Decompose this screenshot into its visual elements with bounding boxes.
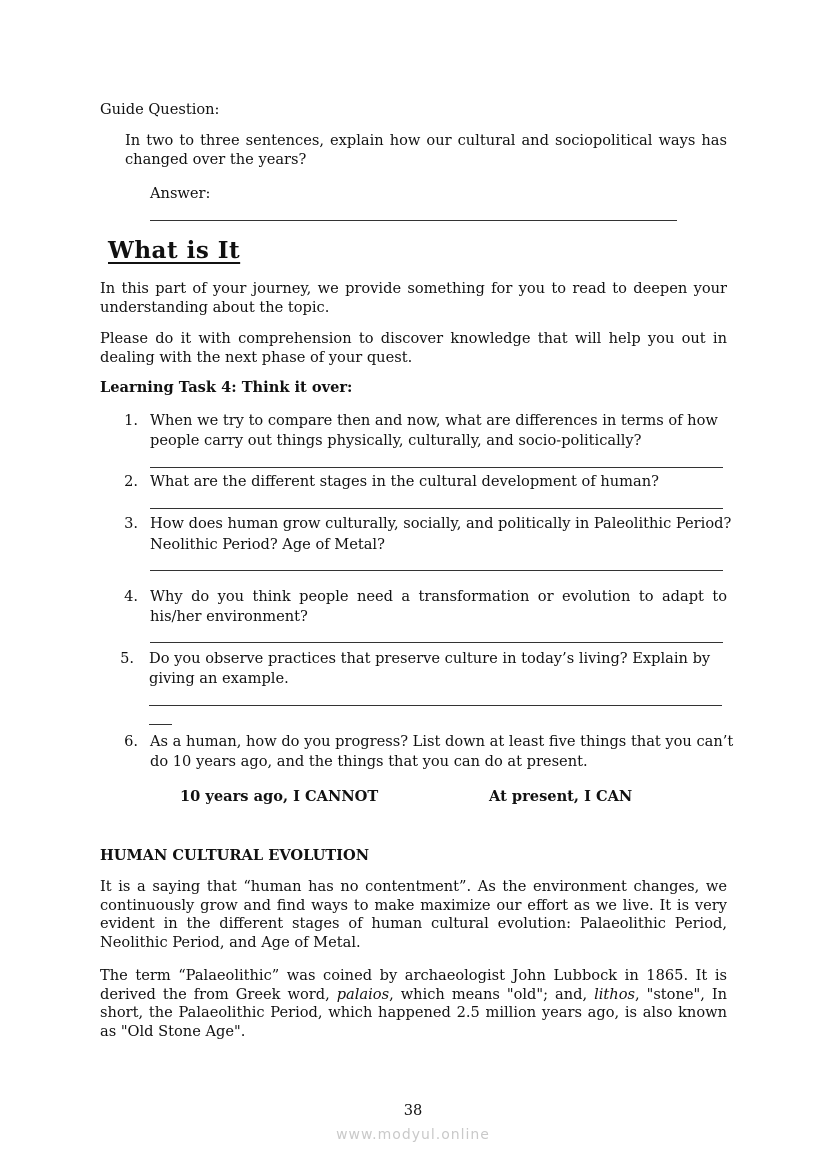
item-number: 4. bbox=[124, 588, 138, 605]
evolution-paragraph-2 bbox=[100, 967, 727, 1041]
guide-label: Guide Question: bbox=[100, 101, 220, 118]
item-text-line: What are the different stages in the cultural development of human? bbox=[150, 473, 659, 490]
answer-line[interactable] bbox=[150, 220, 677, 221]
item-text-line: giving an example. bbox=[149, 670, 289, 687]
item-number: 3. bbox=[124, 515, 138, 532]
section-title: What is It bbox=[108, 237, 241, 264]
paragraph-text: , "stone", In short, the Palaeolithic Period, which happened 2.5 million years ago, is also known as "Old Stone Age". bbox=[100, 985, 727, 1040]
intro-paragraph-2: Please do it with comprehension to discover knowledge that will help you out in dealing with the next phase of your quest. bbox=[100, 330, 727, 367]
page-number: 38 bbox=[403, 1102, 423, 1119]
item-number: 2. bbox=[124, 473, 138, 490]
evolution-paragraph-1: It is a saying that “human has no contentment”. As the environment changes, we continuously grow and find ways to make maximize our effort as we live. It is very evident in the different stages of human cultural evolution: Palaeolithic Period, Neolithic Period, and Age of Metal. bbox=[100, 878, 727, 951]
task-heading: Learning Task 4: Think it over: bbox=[100, 379, 353, 396]
intro-paragraph-1: In this part of your journey, we provide something for you to read to deepen your understanding about the topic. bbox=[100, 280, 727, 317]
evolution-heading: HUMAN CULTURAL EVOLUTION bbox=[100, 847, 370, 864]
item-number: 6. bbox=[124, 733, 138, 750]
item-text-line: do 10 years ago, and the things that you can do at present. bbox=[150, 753, 588, 770]
answer-line[interactable] bbox=[150, 642, 723, 643]
item-number: 1. bbox=[124, 412, 138, 429]
answer-line[interactable] bbox=[149, 705, 722, 706]
paragraph-text: The term “Palaeolithic” was coined by archaeologist John Lubbock in 1865. It is derived the from Greek word, bbox=[100, 967, 727, 1003]
item-number: 5. bbox=[120, 650, 134, 667]
answer-label: Answer: bbox=[150, 185, 211, 202]
item-text-line: When we try to compare then and now, what are differences in terms of how bbox=[150, 412, 718, 429]
answer-line[interactable] bbox=[150, 467, 723, 468]
item-text-line: people carry out things physically, culturally, and socio-politically? bbox=[150, 432, 642, 449]
column-header-cannot: 10 years ago, I CANNOT bbox=[180, 788, 379, 805]
item-text-line: Why do you think people need a transformation or evolution to adapt to bbox=[150, 588, 727, 605]
paragraph-text: , which means "old"; and, bbox=[389, 985, 595, 1003]
answer-line[interactable] bbox=[150, 570, 723, 571]
item-text-line: his/her environment? bbox=[150, 608, 308, 625]
answer-line-continued[interactable] bbox=[149, 724, 172, 725]
guide-question: In two to three sentences, explain how our cultural and sociopolitical ways has changed over the years? bbox=[125, 132, 727, 169]
item-text-line: As a human, how do you progress? List down at least five things that you can’t bbox=[150, 733, 734, 750]
item-text-line: How does human grow culturally, socially, and politically in Paleolithic Period? bbox=[150, 515, 732, 532]
term-lithos: lithos bbox=[594, 985, 635, 1003]
watermark: www.modyul.online bbox=[336, 1127, 490, 1143]
column-header-can: At present, I CAN bbox=[489, 788, 633, 805]
term-palaios: palaios bbox=[336, 985, 390, 1003]
item-text-line: Neolithic Period? Age of Metal? bbox=[150, 536, 385, 553]
answer-line[interactable] bbox=[150, 508, 723, 509]
item-text-line: Do you observe practices that preserve culture in today’s living? Explain by bbox=[149, 650, 711, 667]
